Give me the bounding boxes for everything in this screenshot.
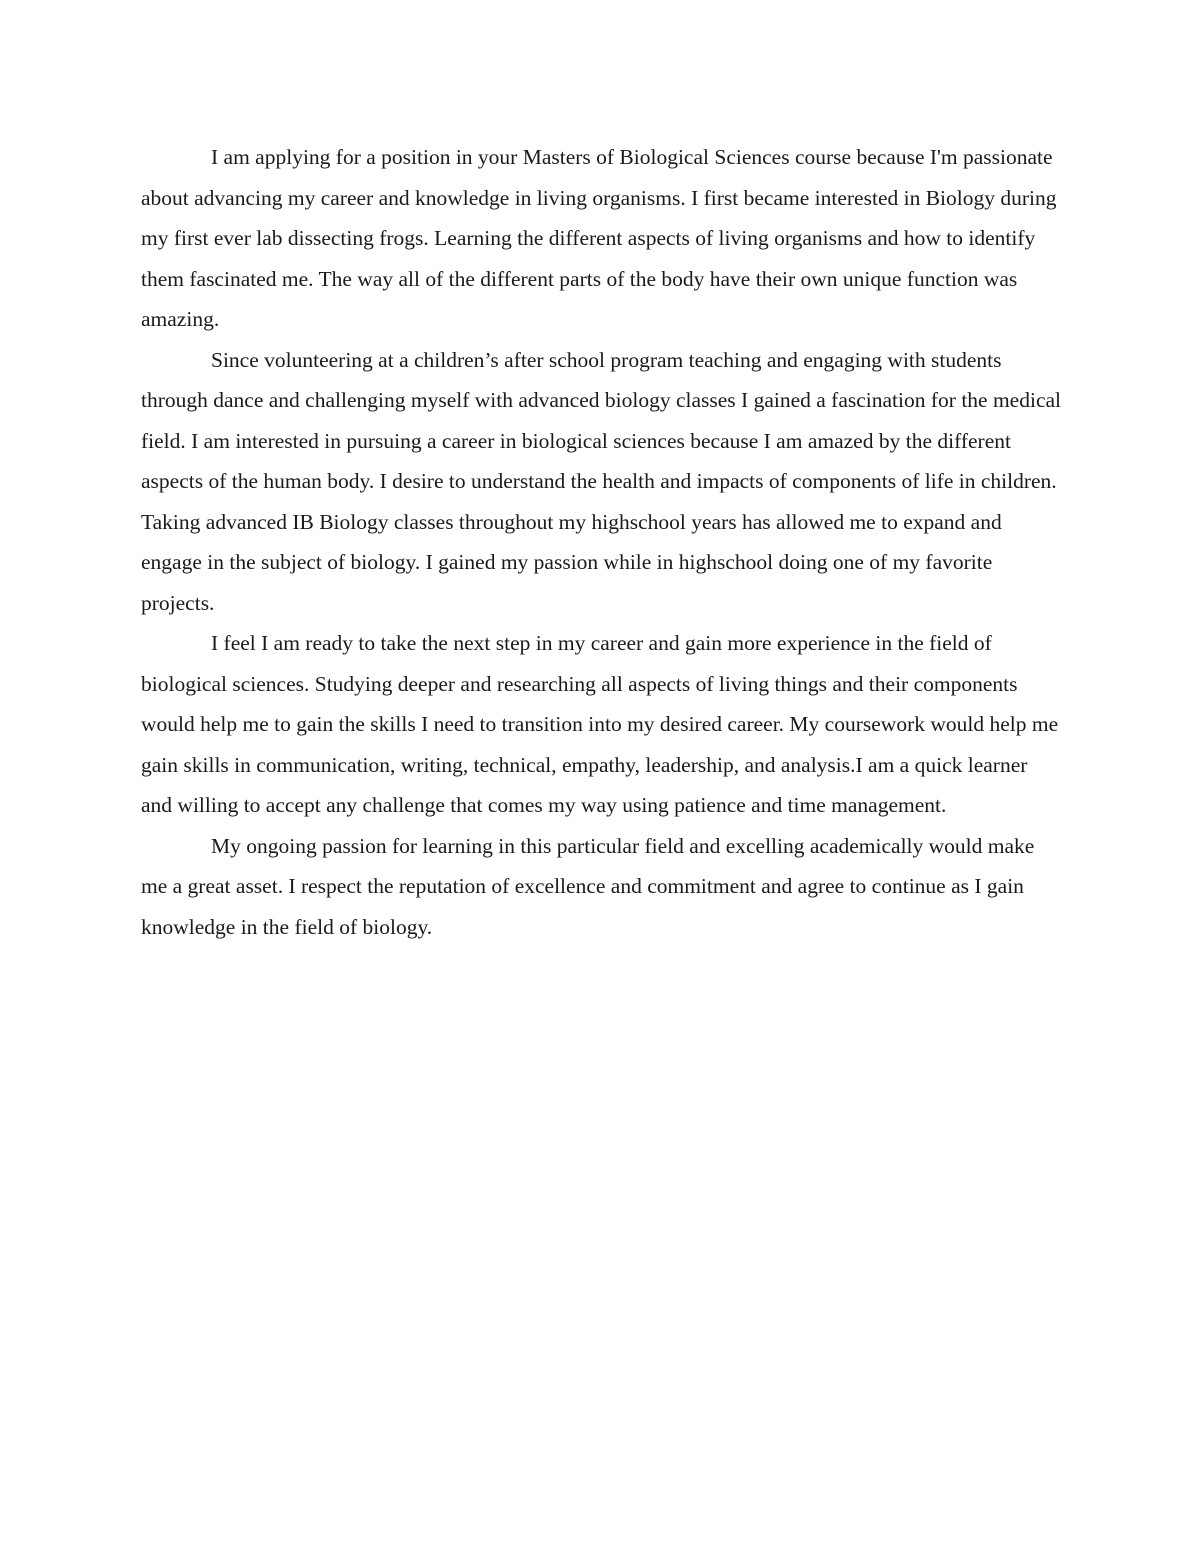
paragraph-1: I am applying for a position in your Masters of Biological Sciences course because I'm passionate about advancing my career and knowledge in living organisms. I first became interested in Biology during my first ever lab dissecting frogs. Learning the different aspects of living organisms and how to identify them fascinated me. The way all of the different parts of the body have their own unique function was amazing. xyxy=(141,145,1057,331)
paragraph-2: Since volunteering at a children’s after school program teaching and engaging with students through dance and challenging myself with advanced biology classes I gained a fascination for the medical field. I am interested in pursuing a career in biological sciences because I am amazed by the different aspects of the human body. I desire to understand the health and impacts of components of life in children. Taking advanced IB Biology classes throughout my highschool years has allowed me to expand and engage in the subject of biology. I gained my passion while in highschool doing one of my favorite projects. xyxy=(141,347,1062,615)
paragraph-3: I feel I am ready to take the next step in my career and gain more experience in the field of biological sciences. Studying deeper and researching all aspects of living things and their components would help me to gain the skills I need to transition into my desired career. My coursework would help me gain skills in communication, writing, technical, empathy, leadership, and analysis.I am a quick learner and willing to accept any challenge that comes my way using patience and time management. xyxy=(141,631,1059,817)
paragraph-4: My ongoing passion for learning in this particular field and excelling academically would make me a great asset. I respect the reputation of excellence and commitment and agree to continue as I gain knowledge in the field of biology. xyxy=(141,833,1035,939)
document-body xyxy=(141,137,1061,947)
